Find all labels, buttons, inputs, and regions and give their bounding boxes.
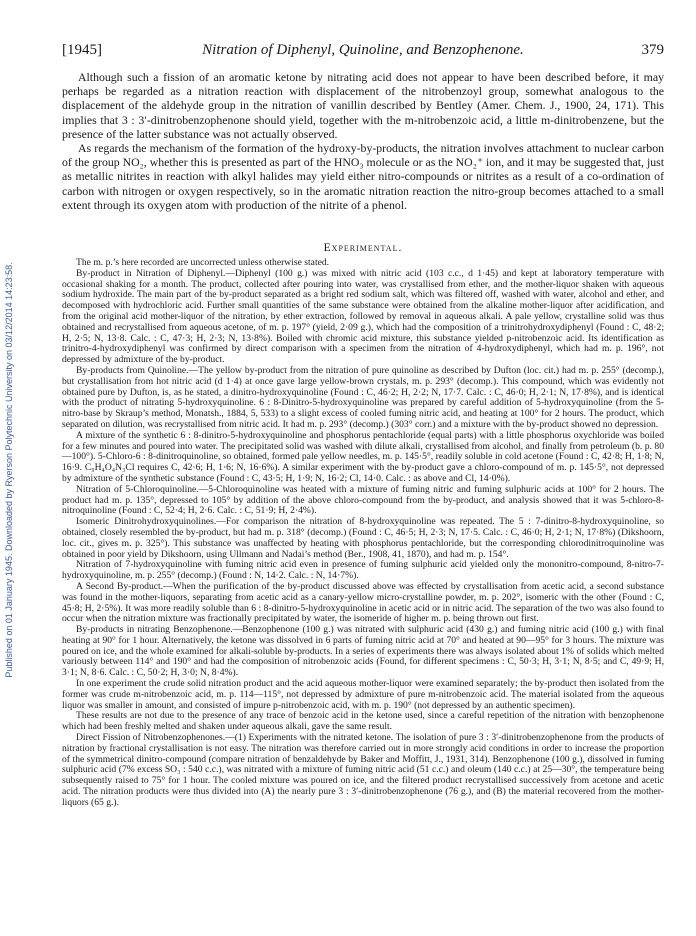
section-heading-experimental: Experimental. [323,242,403,254]
experimental-paragraph: The m. p.’s here recorded are uncorrected unless otherwise stated. [76,257,330,268]
experimental-paragraph: In one experiment the crude solid nitration product and the acid aqueous mother-liquor were examined separately; the by-product then isolated from the former was crude m-nitrobenzoic acid, m. p. 114—115°, not depressed by admixture of pure m-nitrobenzoic acid. The material isolated from the aqueous liquor was smaller in amount, and consisted of impure p-nitrobenzoic acid, with m. p. 190° (not depressed by an authentic specimen). [62,678,664,711]
page-number: 379 [641,42,664,58]
experimental-paragraph: By-products in nitrating Benzophenone.—Benzophenone (100 g.) was nitrated with sulphuric acid (430 g.) and fuming nitric acid (100 g.) with final heating at 90° for 1 hour. Alternatively, the ketone was dissolved in 6 parts of fuming nitric acid at 70° and heated at 90—95° for 3 hours. The mixture was poured on ice, and the whole examined for alkali-soluble by-products. In a series of experiments there was always isolated about 1% of solids which melted variously between 114° and 190° and had the composition of nitrobenzoic acids (Found, for different specimens : C, 50·3; H, 3·1; N, 8·5; and C, 49·9; H, 3·1; N, 8·6. Calc. : C, 50·2; H, 3·0; N, 8·4%). [62,624,664,679]
experimental-paragraph: A mixture of the synthetic 6 : 8-dinitro-5-hydroxyquinoline and phosphorus pentachloride (equal parts) with a little phosphorus oxychloride was boiled for a few minutes and poured into water. The precipitated solid was washed with dilute alkali, crystallised from alcohol, and finally from petroleum (b. p. 80—100°). 5-Chloro-6 : 8-dinitroquinoline, so obtained, formed pale yellow needles, m. p. 145·5°, readily soluble in cold acetone (Found : C, 42·8; H, 1·8; N, 16·9. C₉H₄O₄N₃Cl requires C, 42·6; H, 1·6; N, 16·6%). A similar experiment with the by-product gave a chloro-compound of m. p. 145·5°, not depressed by admixture of the synthetic substance (Found : C, 43·5; H, 1·9; N, 16·2; Cl, 14·0. Calc. : as above and Cl, 14·0%). [62,429,664,484]
intro-section [62,70,664,212]
header-title: Nitration of Diphenyl, Quinoline, and Benzophenone. [202,42,524,58]
experimental-paragraph: Nitration of 7-hydroxyquinoline with fuming nitric acid even in presence of fuming sulphuric acid yielded only the mononitro-compound, 8-nitro-7-hydroxyquinoline, m. p. 255° (decomp.) (Found : N, 14·2. Calc. : N, 14·7%). [62,559,664,582]
download-watermark [2,120,16,820]
experimental-paragraph: Nitration of 5-Chloroquinoline.—5-Chloroquinoline was heated with a mixture of fuming nitric and fuming sulphuric acids at 100° for 2 hours. The product had m. p. 135°, depressed to 105° by addition of the above chloro-compound from the by-product, and analysis showed that it was 5-chloro-8-nitroquinoline (Found : C, 52·4; H, 2·6. Calc. : C, 51·9; H, 2·4%). [62,483,664,517]
experimental-paragraph: These results are not due to the presence of any trace of benzoic acid in the ketone used, since a careful repetition of the nitration with benzophenone which had been freshly melted and shaken under aqueous alkali, gave the same result. [62,710,664,733]
experimental-paragraph: Isomeric Dinitrohydroxyquinolines.—For comparison the nitration of 8-hydroxyquinoline was repeated. The 5 : 7-dinitro-8-hydroxyquinoline, so obtained, closely resembled the by-product, but had m. p. 318° (decomp.) (Found : C, 46·5; H, 2·3; N, 17·5. Calc. : C, 46·0; H, 2·1; N, 17·8%) (Dikshoorn, loc. cit., gives m. p. 325°). This substance was unaffected by heating with phosphorus pentachloride, but the corresponding chlorodinitroquinoline was obtained in poor yield by Dikshoorn, using Ullmann and Nadai’s method (Ber., 1908, 41, 1870), and had m. p. 154°. [62,516,664,560]
download-watermark-text: Published on 01 January 1945. Downloaded by Ryerson Polytechnic University on 03/12/2014 14:23:58. [4,262,14,678]
experimental-paragraph: A Second By-product.—When the purification of the by-product discussed above was effected by crystallisation from acetic acid, a second substance was found in the mother-liquors, separating from acetic acid as a canary-yellow micro-crystalline powder, m. p. 202°, isomeric with the other (Found : C, 45·8; H, 2·5%). It was more readily soluble than 6 : 8-dinitro-5-hydroxyquinoline in acetic acid or in nitric acid. The separation of the two was also found to occur when the nitration mixture was fractionally precipitated by water, the isomeride of higher m. p. being thrown out first. [62,580,664,625]
experimental-paragraph: By-products from Quinoline.—The yellow by-product from the nitration of pure quinoline as described by Dufton (loc. cit.) had m. p. 255° (decomp.), but crystallisation from hot nitric acid (d 1·4) at once gave large yellow-brown crystals, m. p. 293° (decomp.). This compound, which was evidently not obtained pure by Dufton, is, as he stated, a dinitro-hydroxyquinoline (Found : C, 46·2; H, 2·2; N, 17·7. Calc. : C, 46·0; H, 2·1; N, 17·8%), and is identical with the product of nitrating 5-hydroxyquinoline. 6 : 8-Dinitro-5-hydroxyquinoline was prepared by careful addition of 5-hydroxyquinoline (from the 5-nitro-base by Skraup’s method, Monatsh., 1884, 5, 533) to a slight excess of cooled fuming nitric acid, and heating at 100° for 2 hours. The product, which separated on dilution, was recrystallised from nitric acid. It had m. p. 293° (decomp.) (303° corr.) and a mixture with the by-product showed no depression. [62,364,664,430]
intro-paragraph: As regards the mechanism of the formation of the hydroxy-by-products, the nitration involves attachment to nuclear carbon of the group NO₂, whether this is presented as part of the HNO₃ molecule or as the NO₂⁺ ion, and it may be suggested that, just as metallic nitrites in reaction with alkyl halides may yield either nitro-compounds or nitrites as a result of a co-ordination of carbon with nitrogen or oxygen respectively, so in the aromatic nitration reaction the nitro-group becomes attached to a small extent through its oxygen atom with production of the nitrite of a phenol. [62,141,664,212]
intro-paragraph: Although such a fission of an aromatic ketone by nitrating acid does not appear to have been described before, it may perhaps be regarded as a nitration reaction with displacement of the nitrobenzoyl group, somewhat analogous to the displacement of the aldehyde group in the nitration of vanillin described by Bentley (Amer. Chem. J., 1900, 24, 171). This implies that 3 : 3′-dinitrobenzophenone should yield, together with the m-nitrobenzoic acid, a little m-dinitrobenzene, but the presence of the latter substance was not actually observed. [62,70,664,141]
running-header [62,42,664,62]
header-year: [1945] [62,42,102,58]
experimental-section [62,258,664,809]
experimental-paragraph: By-product in Nitration of Diphenyl.—Diphenyl (100 g.) was mixed with nitric acid (103 c.c., d 1·45) and kept at laboratory temperature with occasional shaking for a month. The product, collected after pouring into water, was crystallised from ether, and the mother-liquor shaken with aqueous sodium hydroxide. The main part of the by-product separated as a bright red sodium salt, which was filtered off, washed with water, alcohol and ether, and decomposed with hydrochloric acid. Further small quantities of the same substance were obtained from the alkaline mother-liquor after acidification, and from the original acid mother-liquor of the nitration, by ether extraction, followed by removal in aqueous alkali. A pale yellow, crystalline solid was thus obtained and recrystallised from aqueous acetone, of m. p. 197° (yield, 2·09 g.), which had the composition of a trinitrohydroxydiphenyl (Found : C, 48·2; H, 2·5; N, 13·8. Calc. : C, 47·3; H, 2·3; N, 13·8%). Boiled with chromic acid mixture, this substance yielded p-nitrobenzoic acid. Its identification as trinitro-4-hydroxydiphenyl was confirmed by direct comparison with a specimen from the nitration of 4-hydroxydiphenyl, which had m. p. 196°, not depressed by admixture of the by-product. [62,267,664,366]
experimental-paragraph: Direct Fission of Nitrobenzophenones.—(1) Experiments with the nitrated ketone. The isolation of pure 3 : 3′-dinitrobenzophenone from the products of nitration by fractional crystallisation is not easy. The nitration was therefore carried out in more strongly acid conditions in order to increase the proportion of the symmetrical dinitro-compound (compare nitration of benzaldehyde by Baker and Moffitt, J., 1931, 314). Benzophenone (100 g.), dissolved in fuming sulphuric acid (7% excess SO₃ : 540 c.c.), was nitrated with a mixture of fuming nitric acid (51 c.c.) and oleum (140 c.c.) at 25—30°, the temperature being subsequently raised to 75° for 1 hour. The cooled mixture was poured on ice, and the filtered product recrystallised successively from acetone and acetic acid. The nitration products were thus divided into (A) the nearly pure 3 : 3′-dinitrobenzophenone (76 g.), and (B) the material recovered from the mother-liquors (65 g.). [62,732,664,808]
